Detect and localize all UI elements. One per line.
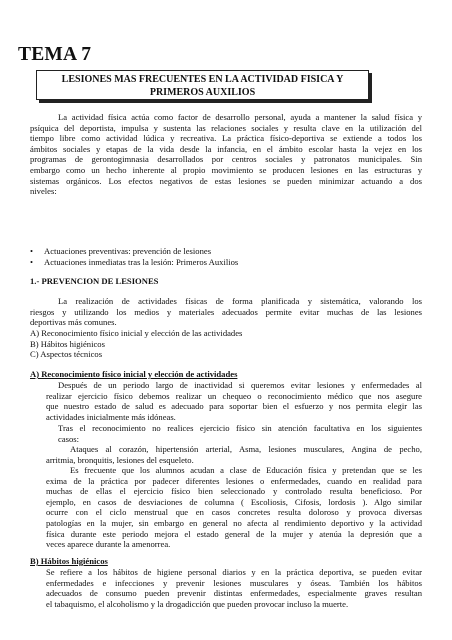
subtitle-line-2: PRIMEROS AUXILIOS xyxy=(149,87,256,98)
section-a-line: ocurre con el ciclo menstrual que en casos concretes resulta doloroso y provoca diversas xyxy=(46,507,422,518)
section-a-line: Después de un periodo largo de inactividad si queremos evitar lesiones y enfermedades al xyxy=(58,380,422,390)
intro-line: programas de gerontogimnasia desarrollados por centros sociales y patronatos municipales. Sin xyxy=(30,154,422,165)
chapter-title: TEMA 7 xyxy=(18,44,92,65)
section-a-paragraph-3 xyxy=(46,444,422,465)
section-a-line: física durante este periodo mejora el estado general de la mujer y atenúa la depresión que a xyxy=(46,528,422,539)
list-item: C) Aspectos técnicos xyxy=(30,349,103,360)
section-a-line: actividades inicialmente más idóneas. xyxy=(46,411,176,422)
section-a-line: veces aparece durante la amenorrea. xyxy=(46,539,171,550)
section-a-line: muchas de ellas el ejercicio físico bien seleccionado y controlado resulta beneficioso. Por xyxy=(46,486,422,497)
section-b-line: enfermedades e infecciones y prevenir lesiones musculares y óseas. También los hábitos xyxy=(46,577,422,588)
section-a-line: que nuestro estado de salud es adecuado para soportar bien el esfuerzo y nos permita elegir las xyxy=(46,401,422,412)
intro-line: niveles: xyxy=(30,186,57,197)
bullet-item: • Actuaciones inmediatas tras la lesión: Primeros Auxilios xyxy=(30,257,238,268)
section-a-paragraph-4 xyxy=(46,465,422,550)
bullet-item: • Actuaciones preventivas: prevención de lesiones xyxy=(30,246,238,257)
section-b-line: el tabaquismo, el alcoholismo y la drogadicción que pueden provocar incluso la muerte. xyxy=(46,598,349,609)
section-1-heading: 1.- PREVENCION DE LESIONES xyxy=(30,276,159,286)
intro-line: tiempo libre como actividad lúdica y recreativa. La práctica físico-deportiva se extiende a todos los xyxy=(30,133,422,144)
levels-bullet-list xyxy=(30,246,238,267)
list-item: B) Hábitos higiénicos xyxy=(30,338,105,349)
intro-line: embargo como un hecho inherente al propio movimiento se producen lesiones en las estructuras y xyxy=(30,164,422,175)
intro-line: sistemas orgánicos. Los efectos negativos de estas lesiones se pueden minimizar actuando a dos xyxy=(30,175,422,186)
subtitle-line-1: LESIONES MAS FRECUENTES EN LA ACTIVIDAD FISICA Y xyxy=(61,74,344,85)
section-a-heading: A) Reconocimiento físico inicial y elección de actividades xyxy=(30,369,238,379)
intro-line: psíquica del deportista, impulsa y sustenta las relaciones sociales y resulta clave en la utilización del xyxy=(30,122,422,133)
list-item: A) Reconocimiento físico inicial y elección de las actividades xyxy=(30,328,243,338)
section-1-paragraph xyxy=(30,296,422,328)
section-b-line: Se refiere a los hábitos de higiene personal diarios y en la práctica deportiva, se pueden evitar xyxy=(46,567,422,577)
section-a-line: exima de la práctica por padecer diferentes lesiones o enfermedades, cuando en realidad para xyxy=(46,475,422,486)
section-1-line: La realización de actividades físicas de forma planificada y sistemática, valorando los xyxy=(58,296,422,306)
section-a-line: arritmia, bronquitis, lesiones del esqueleto. xyxy=(46,454,194,465)
section-a-line: ejemplo, en casos de desviaciones de columna ( Escoliosis, Cifosis, lordosis ). Algo similar xyxy=(46,496,422,507)
section-1-line: deportivas más comunes. xyxy=(30,317,117,328)
section-a-line: casos: xyxy=(58,433,80,444)
section-a-paragraph-1 xyxy=(46,380,422,422)
section-1-line: riesgos y utilizando los medios y materiales adecuados permite evitar muchas de las lesiones xyxy=(30,306,422,317)
section-b-paragraph xyxy=(46,567,422,609)
section-a-paragraph-2 xyxy=(46,423,422,444)
section-a-line: Es frecuente que los alumnos acudan a clase de Educación física y pretendan que se les xyxy=(70,465,422,475)
section-a-line: Tras el reconocimiento no realices ejercicio físico sin atención facultativa en los siguientes xyxy=(58,423,422,433)
section-1-list xyxy=(30,328,242,360)
intro-line: ámbitos sociales y etapas de la vida desde la infancia, en el ámbito escolar hasta la vejez en los xyxy=(30,143,422,154)
section-a-line: realizar ejercicio físico debemos realizar un chequeo o reconocimiento médico que nos asegure xyxy=(46,390,422,401)
section-b-line: adecuados de consumo pueden prevenir distintas enfermedades, especialmente graves resultan xyxy=(46,588,422,599)
intro-line: La actividad física actúa como factor de desarrollo personal, ayuda a mantener la salud física y xyxy=(58,112,422,122)
intro-paragraph xyxy=(30,112,422,197)
chapter-subtitle-box xyxy=(36,70,369,100)
section-b-heading: B) Hábitos higiénicos xyxy=(30,556,108,566)
section-a-line: patologías en la mujer, sin embargo en general no afecta al rendimiento deportivo y la actividad xyxy=(46,517,422,528)
section-a-line: Ataques al corazón, hipertensión arterial, Asma, lesiones musculares, Angina de pecho, xyxy=(70,444,422,454)
